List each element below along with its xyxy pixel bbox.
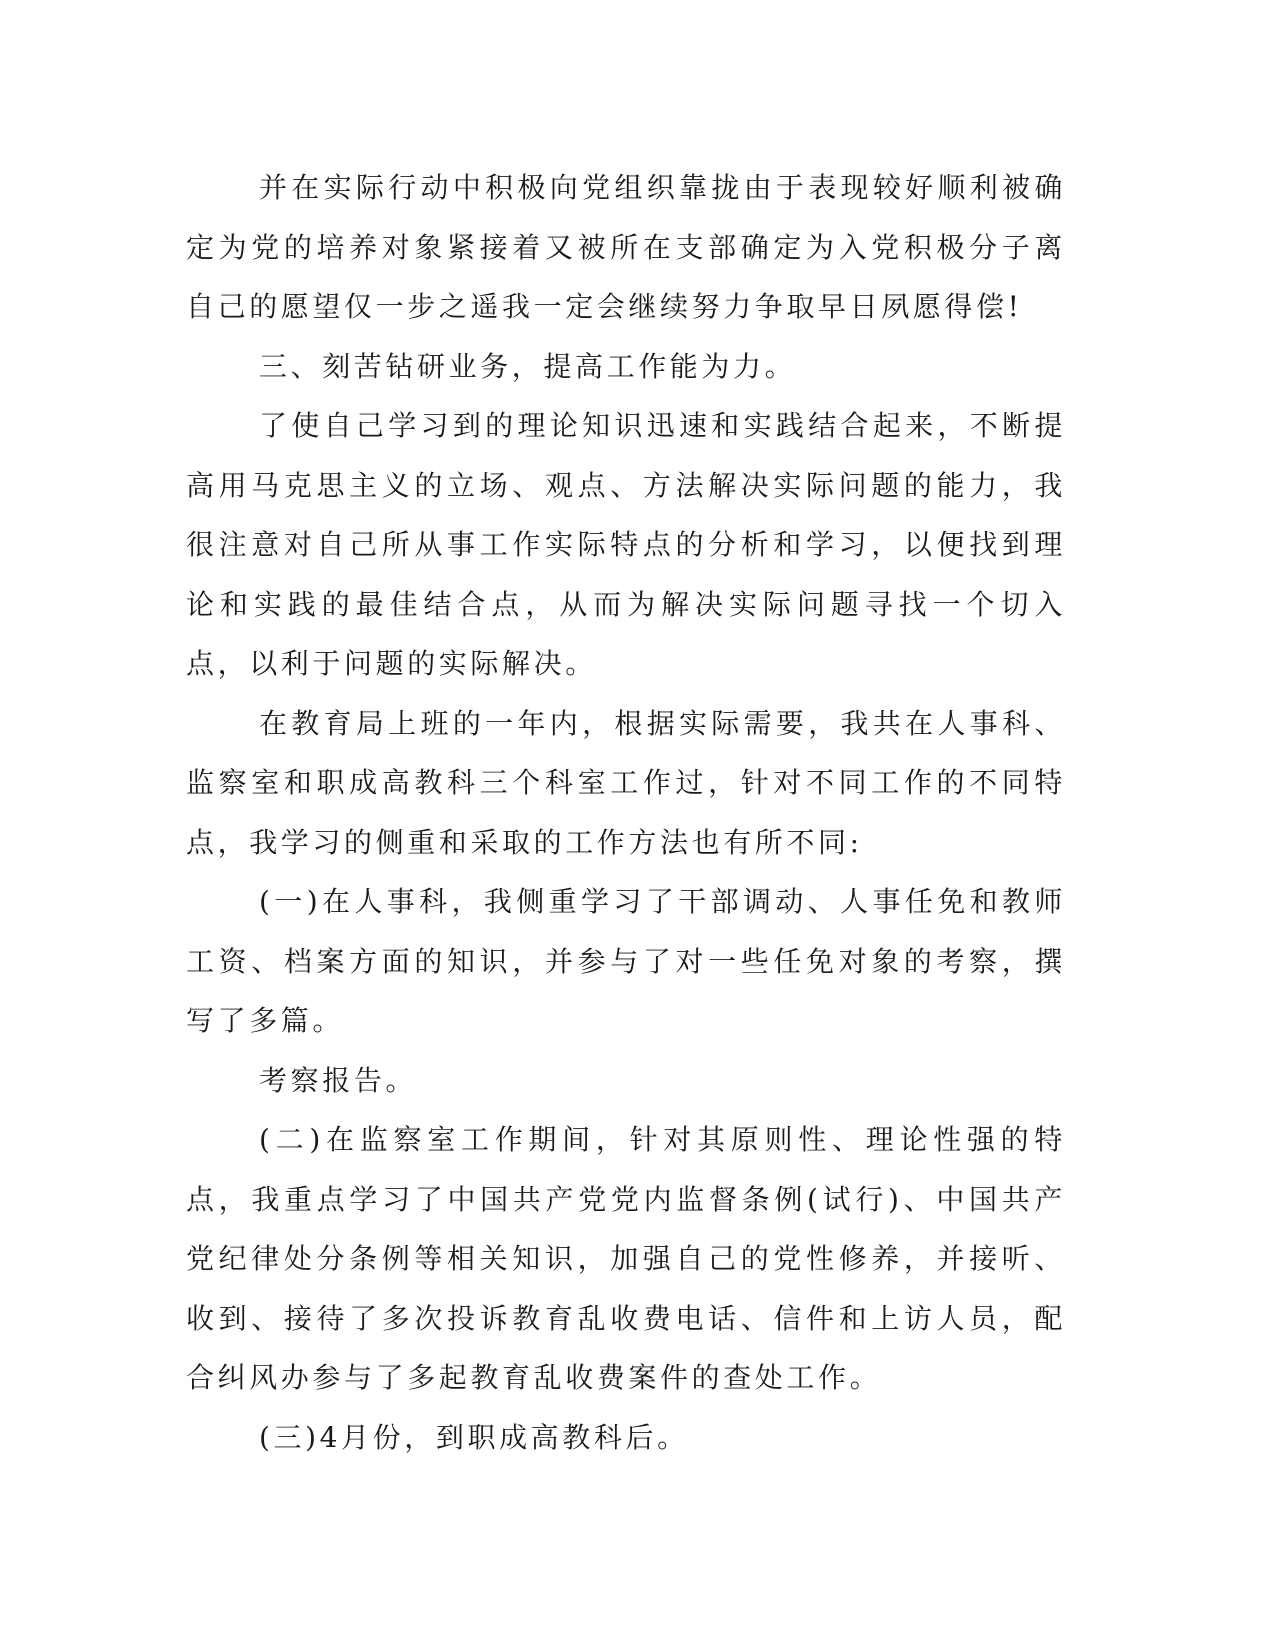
paragraph-3: 了使自己学习到的理论知识迅速和实践结合起来，不断提高用马克思主义的立场、观点、方法解决实际问题的能力，我很注意对自己所从事工作实际特点的分析和学习，以便找到理论和实践的最佳结合点，从而为解决实际问题寻找一个切入点，以利于问题的实际解决。 — [186, 409, 1066, 680]
paragraph-5: (一)在人事科，我侧重学习了干部调动、人事任免和教师工资、档案方面的知识，并参与了对一些任免对象的考察，撰写了多篇。 — [186, 885, 1066, 1037]
document-body — [186, 158, 1066, 1467]
paragraph-8: (三)4月份，到职成高教科后。 — [259, 1420, 689, 1454]
paragraph-6: 考察报告。 — [259, 1063, 418, 1097]
paragraph-1: 并在实际行动中积极向党组织靠拢由于表现较好顺利被确定为党的培养对象紧接着又被所在支部确定为入党积极分子离自己的愿望仅一步之遥我一定会继续努力争取早日夙愿得偿! — [186, 171, 1066, 323]
paragraph-7: (二)在监察室工作期间，针对其原则性、理论性强的特点，我重点学习了中国共产党党内监督条例(试行)、中国共产党纪律处分条例等相关知识，加强自己的党性修养，并接听、收到、接待了多次投诉教育乱收费电话、信件和上访人员，配合纠风办参与了多起教育乱收费案件的查处工作。 — [186, 1123, 1066, 1394]
paragraph-2-section-heading: 三、刻苦钻研业务，提高工作能为力。 — [259, 349, 797, 383]
paragraph-4: 在教育局上班的一年内，根据实际需要，我共在人事科、监察室和职成高教科三个科室工作过，针对不同工作的不同特点，我学习的侧重和采取的工作方法也有所不同: — [186, 706, 1066, 859]
